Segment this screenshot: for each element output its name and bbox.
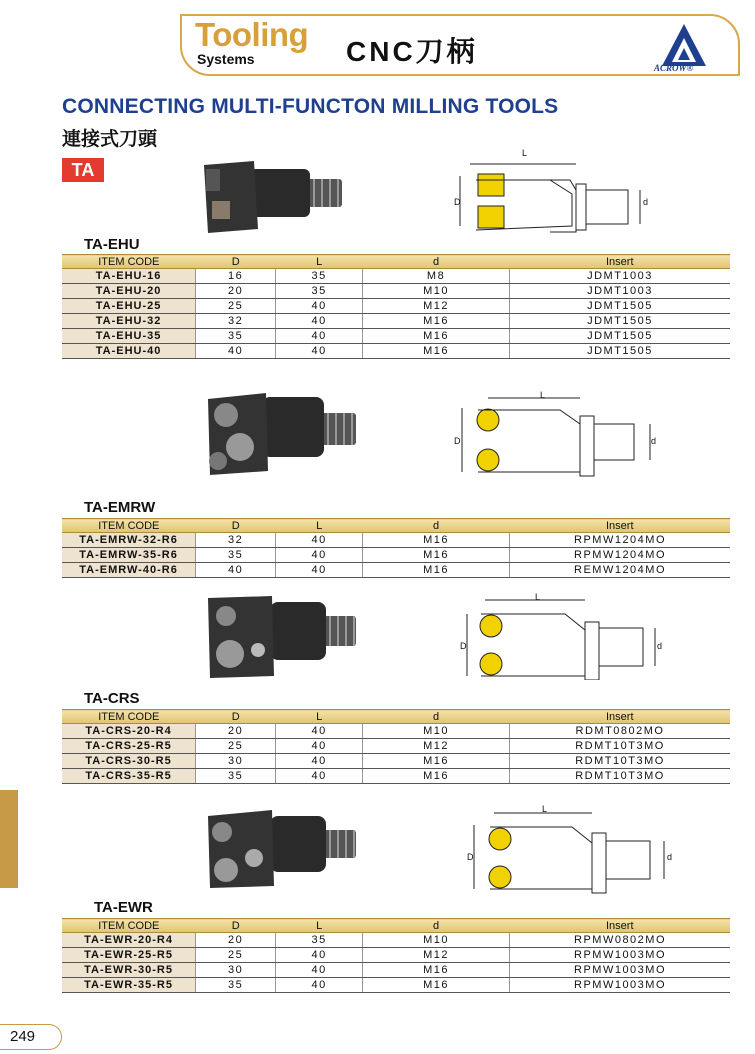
col-thread-cell: M16 [363,963,510,978]
col-thread-cell: M10 [363,933,510,948]
section-label-ewr: TA-EWR [94,899,153,916]
col-insert-cell: RPMW0802MO [510,933,730,948]
col-thread-cell: M16 [363,563,510,578]
col-thread-cell: M16 [363,548,510,563]
spec-table-emrw [62,518,730,578]
col-thread-cell: M16 [363,533,510,548]
col-insert-cell: JDMT1505 [510,314,730,329]
spec-table-crs [62,709,730,784]
col-l-cell: 35 [276,933,363,948]
col-insert-cell: REMW1204MO [510,563,730,578]
series-badge: TA [62,158,104,182]
col-d-cell: 25 [196,948,276,963]
table-header-row [62,255,730,269]
col-l-cell: 40 [276,739,363,754]
diagram-label-L: L [535,592,541,602]
col-d-cell: 40 [196,344,276,359]
col-d-header: D [196,255,276,269]
col-item-code-header: ITEM CODE [62,255,196,269]
col-d-cell: 35 [196,769,276,784]
table-row [62,563,730,578]
col-insert-header: Insert [510,255,730,269]
table-row [62,948,730,963]
tool-photo-ehu [196,155,346,235]
col-d-cell: 25 [196,739,276,754]
col-l-cell: 40 [276,548,363,563]
page-number: 249 [0,1024,62,1050]
tool-diagram-crs [455,590,665,680]
table-row [62,769,730,784]
col-l-header: L [276,710,363,724]
diagram-label-d: d [651,436,657,446]
table-row [62,299,730,314]
col-item-code-cell: TA-CRS-30-R5 [62,754,196,769]
col-d-cell: 30 [196,963,276,978]
col-item-code-cell: TA-EMRW-40-R6 [62,563,196,578]
col-insert-header: Insert [510,919,730,933]
diagram-label-D: D [467,852,474,862]
col-item-code-cell: TA-EHU-40 [62,344,196,359]
col-insert-cell: JDMT1003 [510,284,730,299]
brand-sub: Systems [197,51,255,67]
col-item-code-header: ITEM CODE [62,710,196,724]
diagram-label-L: L [542,804,548,814]
col-insert-cell: RPMW1003MO [510,978,730,993]
col-d-header: D [196,919,276,933]
col-thread-cell: M8 [363,269,510,284]
col-thread-cell: M16 [363,344,510,359]
col-thread-header: d [363,919,510,933]
col-l-header: L [276,519,363,533]
col-insert-cell: RPMW1003MO [510,963,730,978]
table-row [62,533,730,548]
col-thread-cell: M16 [363,329,510,344]
col-l-cell: 40 [276,769,363,784]
tool-diagram-ehu [450,150,650,240]
col-l-cell: 40 [276,978,363,993]
col-item-code-cell: TA-EHU-16 [62,269,196,284]
tool-photo-ewr [200,806,360,892]
col-l-header: L [276,255,363,269]
col-d-cell: 20 [196,284,276,299]
col-insert-cell: JDMT1505 [510,329,730,344]
col-insert-cell: RDMT10T3MO [510,769,730,784]
col-d-cell: 32 [196,533,276,548]
tool-diagram-ewr [460,805,675,895]
table-row [62,933,730,948]
page-title: CONNECTING MULTI-FUNCTON MILLING TOOLS [62,95,559,118]
product-line: CNC刀柄 [346,36,478,67]
col-l-cell: 40 [276,948,363,963]
col-thread-cell: M16 [363,754,510,769]
col-d-cell: 35 [196,978,276,993]
col-l-header: L [276,919,363,933]
col-item-code-cell: TA-EWR-20-R4 [62,933,196,948]
brand-main: Tooling [195,16,309,53]
col-insert-cell: JDMT1505 [510,344,730,359]
section-label-ehu: TA-EHU [84,236,140,253]
col-item-code-cell: TA-EHU-25 [62,299,196,314]
spec-table-ehu [62,254,730,359]
logo-text: ACROW® [654,63,694,73]
col-thread-cell: M16 [363,978,510,993]
col-insert-cell: RDMT10T3MO [510,739,730,754]
col-l-cell: 35 [276,284,363,299]
col-thread-cell: M10 [363,724,510,739]
col-insert-cell: RDMT0802MO [510,724,730,739]
col-d-cell: 25 [196,299,276,314]
col-insert-header: Insert [510,710,730,724]
col-insert-header: Insert [510,519,730,533]
col-thread-cell: M10 [363,284,510,299]
col-item-code-cell: TA-EMRW-35-R6 [62,548,196,563]
diagram-label-D: D [454,436,461,446]
table-row [62,963,730,978]
col-item-code-cell: TA-EHU-32 [62,314,196,329]
col-d-cell: 35 [196,329,276,344]
tool-diagram-emrw [450,388,660,480]
col-item-code-cell: TA-EWR-30-R5 [62,963,196,978]
section-label-crs: TA-CRS [84,690,140,707]
diagram-label-d: d [643,197,649,207]
section-label-emrw: TA-EMRW [84,499,156,516]
tool-photo-emrw [200,385,360,485]
brand [195,18,308,66]
col-item-code-cell: TA-CRS-20-R4 [62,724,196,739]
col-l-cell: 40 [276,754,363,769]
col-l-cell: 40 [276,724,363,739]
table-row [62,329,730,344]
col-item-code-cell: TA-CRS-25-R5 [62,739,196,754]
col-thread-header: d [363,710,510,724]
tool-photo-crs [200,592,360,682]
col-l-cell: 35 [276,269,363,284]
col-item-code-cell: TA-EHU-35 [62,329,196,344]
table-row [62,284,730,299]
col-thread-cell: M16 [363,769,510,784]
col-d-cell: 35 [196,548,276,563]
col-insert-cell: JDMT1003 [510,269,730,284]
diagram-label-D: D [454,197,461,207]
col-insert-cell: RPMW1003MO [510,948,730,963]
col-l-cell: 40 [276,329,363,344]
col-insert-cell: RPMW1204MO [510,533,730,548]
table-row [62,739,730,754]
col-item-code-header: ITEM CODE [62,919,196,933]
col-item-code-cell: TA-EWR-25-R5 [62,948,196,963]
col-item-code-cell: TA-EWR-35-R5 [62,978,196,993]
col-insert-cell: RDMT10T3MO [510,754,730,769]
col-d-cell: 16 [196,269,276,284]
table-header-row [62,919,730,933]
col-item-code-cell: TA-EMRW-32-R6 [62,533,196,548]
diagram-label-D: D [460,641,467,651]
col-l-cell: 40 [276,344,363,359]
col-d-header: D [196,519,276,533]
col-l-cell: 40 [276,963,363,978]
col-d-header: D [196,710,276,724]
col-insert-cell: JDMT1505 [510,299,730,314]
table-row [62,754,730,769]
col-thread-cell: M12 [363,299,510,314]
col-thread-header: d [363,255,510,269]
col-thread-cell: M16 [363,314,510,329]
col-d-cell: 32 [196,314,276,329]
spec-table-ewr [62,918,730,993]
col-d-cell: 20 [196,933,276,948]
col-thread-cell: M12 [363,948,510,963]
col-l-cell: 40 [276,299,363,314]
col-item-code-cell: TA-EHU-20 [62,284,196,299]
diagram-label-d: d [667,852,673,862]
diagram-label-L: L [540,390,546,400]
col-insert-cell: RPMW1204MO [510,548,730,563]
col-item-code-header: ITEM CODE [62,519,196,533]
col-l-cell: 40 [276,563,363,578]
col-d-cell: 30 [196,754,276,769]
col-l-cell: 40 [276,314,363,329]
col-d-cell: 40 [196,563,276,578]
side-tab [0,790,18,888]
table-row [62,269,730,284]
col-item-code-cell: TA-CRS-35-R5 [62,769,196,784]
table-row [62,724,730,739]
diagram-label-d: d [657,641,663,651]
table-row [62,344,730,359]
table-row [62,548,730,563]
table-header-row [62,710,730,724]
diagram-label-L: L [522,148,528,158]
col-l-cell: 40 [276,533,363,548]
col-thread-cell: M12 [363,739,510,754]
col-d-cell: 20 [196,724,276,739]
table-row [62,314,730,329]
table-header-row [62,519,730,533]
col-thread-header: d [363,519,510,533]
page-subtitle: 連接式刀頭 [62,129,158,150]
table-row [62,978,730,993]
